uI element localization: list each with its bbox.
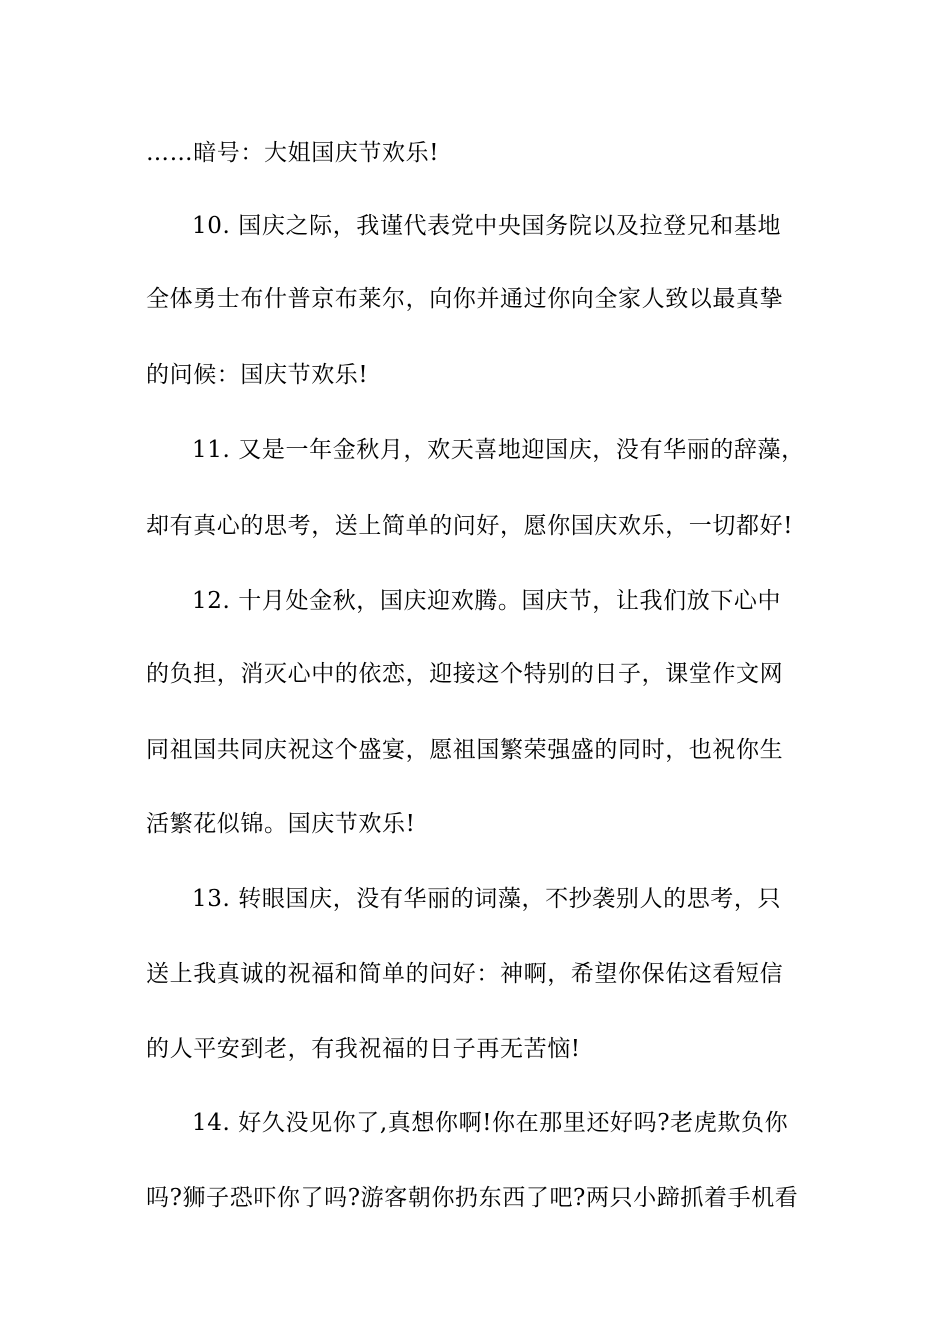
paragraph-11-line-1: 11. 又是一年金秋月，欢天喜地迎国庆，没有华丽的辞藻， bbox=[192, 437, 805, 463]
paragraph-12-line-1: 12. 十月处金秋，国庆迎欢腾。国庆节，让我们放下心中 bbox=[192, 588, 782, 614]
paragraph-12-line-2: 的负担，消灭心中的依恋，迎接这个特别的日子，课堂作文网 bbox=[146, 661, 784, 687]
paragraph-13-line-2: 送上我真诚的祝福和简单的问好：神啊，希望你保佑这看短信 bbox=[146, 961, 784, 987]
paragraph-14-line-2: 吗?狮子恐吓你了吗?游客朝你扔东西了吧?两只小蹄抓着手机看 bbox=[146, 1185, 799, 1211]
text-line-1: ……暗号：大姐国庆节欢乐! bbox=[146, 140, 440, 166]
paragraph-13-line-1: 13. 转眼国庆，没有华丽的词藻，不抄袭别人的思考，只 bbox=[192, 886, 782, 912]
paragraph-10-line-3: 的问候：国庆节欢乐! bbox=[146, 362, 369, 388]
paragraph-11-line-2: 却有真心的思考，送上简单的问好，愿你国庆欢乐，一切都好! bbox=[146, 513, 794, 539]
paragraph-12-line-4: 活繁花似锦。国庆节欢乐! bbox=[146, 811, 416, 837]
paragraph-10-line-2: 全体勇士布什普京布莱尔，向你并通过你向全家人致以最真挚 bbox=[146, 286, 784, 312]
paragraph-14-line-1: 14. 好久没见你了,真想你啊!你在那里还好吗?老虎欺负你 bbox=[192, 1110, 789, 1136]
paragraph-13-line-3: 的人平安到老，有我祝福的日子再无苦恼! bbox=[146, 1036, 581, 1062]
paragraph-10-line-1: 10. 国庆之际，我谨代表党中央国务院以及拉登兄和基地 bbox=[192, 213, 782, 239]
paragraph-12-line-3: 同祖国共同庆祝这个盛宴，愿祖国繁荣强盛的同时，也祝你生 bbox=[146, 737, 784, 763]
